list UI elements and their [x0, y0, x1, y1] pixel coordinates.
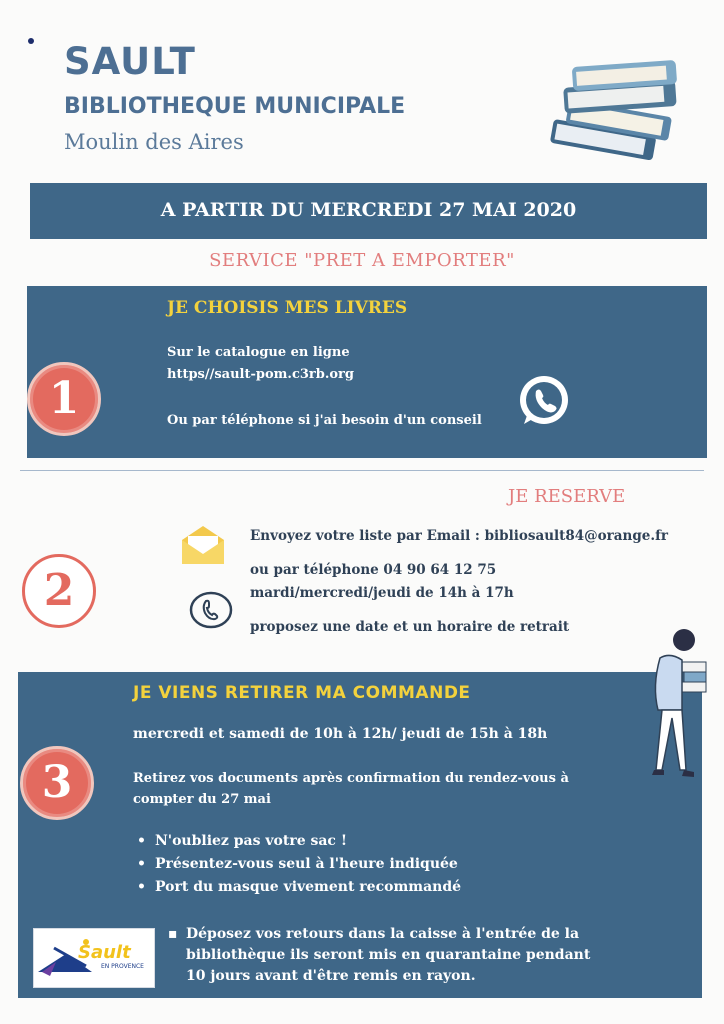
step1-title: JE CHOISIS MES LIVRES: [167, 298, 408, 318]
envelope-icon: [180, 522, 226, 568]
person-carrying-books-icon: [640, 626, 708, 796]
section-divider: [20, 470, 704, 471]
step3-confirm-line2: compter du 27 mai: [133, 792, 271, 807]
step1-line1: Sur le catalogue en ligne: [167, 345, 350, 360]
list-item: • N'oubliez pas votre sac !: [135, 830, 461, 853]
list-item: • Port du masque vivement recommandé: [135, 876, 461, 899]
step2-hours-line: mardi/mercredi/jeudi de 14h à 17h: [250, 585, 514, 601]
place-name: Moulin des Aires: [64, 130, 244, 154]
books-icon: [548, 58, 688, 168]
step1-number: 1: [27, 362, 101, 436]
step2-number: 2: [22, 554, 96, 628]
list-item: • Présentez-vous seul à l'heure indiquée: [135, 853, 461, 876]
bullet-marker: ▪: [168, 926, 178, 942]
whatsapp-icon: [516, 372, 572, 428]
returns-line: 10 jours avant d'être remis en rayon.: [186, 968, 476, 984]
logo-text: Sault: [78, 942, 131, 963]
step1-line2: https//sault-pom.c3rb.org: [167, 367, 354, 382]
step3-returns-note: [168, 924, 591, 987]
step2-title: JE RESERVE: [508, 486, 626, 507]
corner-mark: [28, 38, 34, 44]
step2-email-line: Envoyez votre liste par Email : bibliosault84@orange.fr: [250, 528, 668, 544]
step3-title: JE VIENS RETIRER MA COMMANDE: [133, 683, 471, 703]
returns-line: Déposez vos retours dans la caisse à l'entrée de la: [186, 926, 580, 942]
phone-icon: [188, 590, 234, 630]
logo-subtext: EN PROVENCE: [101, 963, 144, 970]
page-subtitle: BIBLIOTHEQUE MUNICIPALE: [64, 94, 406, 119]
step3-hours: mercredi et samedi de 10h à 12h/ jeudi de 15h à 18h: [133, 726, 548, 742]
step1-line3: Ou par téléphone si j'ai besoin d'un conseil: [167, 413, 482, 428]
date-banner-text: A PARTIR DU MERCREDI 27 MAI 2020: [160, 199, 577, 221]
step3-confirm-line1: Retirez vos documents après confirmation du rendez-vous à: [133, 771, 569, 786]
step3-number: 3: [20, 746, 94, 820]
page-title: SAULT: [64, 40, 196, 83]
returns-line: bibliothèque ils seront mis en quarantaine pendant: [186, 947, 591, 963]
service-title: SERVICE "PRET A EMPORTER": [209, 250, 515, 271]
step3-bullet-list: [135, 830, 461, 899]
step2-phone-line: ou par téléphone 04 90 64 12 75: [250, 562, 497, 578]
step2-propose-line: proposez une date et un horaire de retrait: [250, 619, 570, 635]
